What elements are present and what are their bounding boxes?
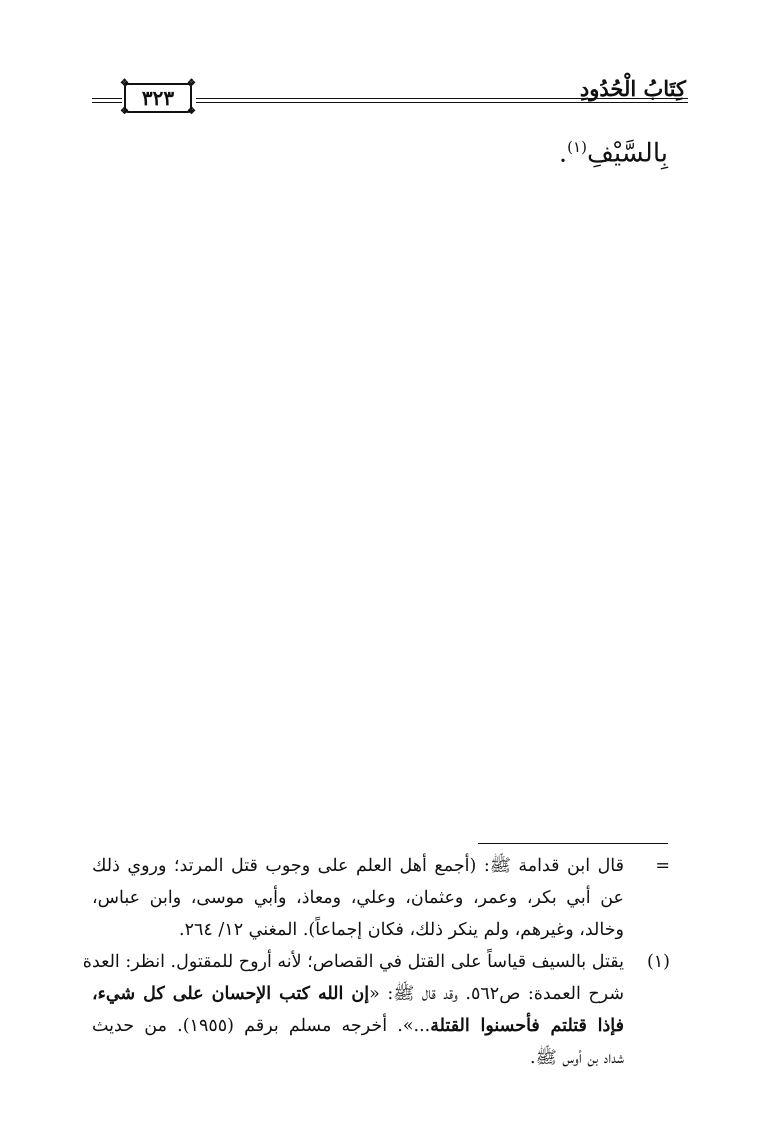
main-text-end: . — [558, 138, 568, 169]
ornament-corner-icon: ❖ — [187, 106, 196, 117]
footnote-1 — [82, 946, 670, 1074]
page-number: ٣٢٣ — [141, 86, 175, 110]
footnote-line: وخالد، وغيرهم، ولم ينكر ذلك، فكان إجماعاً). المغني ١٢/ ٢٦٤. — [179, 920, 624, 940]
header-rule-right — [196, 98, 688, 103]
ornament-corner-icon: ❖ — [187, 78, 196, 89]
footnote-line: يقتل بالسيف قياساً على القتل في القصاص؛ لأنه أروح للمقتول. انظر: العدة — [82, 952, 624, 972]
page-number-frame — [120, 78, 196, 117]
footnote-reference: (١) — [567, 138, 587, 156]
running-title: كِتَابُ الْحُدُودِ — [579, 76, 686, 101]
footnote-line — [92, 978, 624, 1010]
main-text-content: بِالسَّيْفِ — [586, 138, 668, 169]
hadith-text: فإذا قتلتم فأحسنوا القتلة — [430, 1016, 624, 1036]
footnote-line: شداد بن أوس ﷺ. — [530, 1048, 624, 1068]
footnote-line — [92, 1010, 624, 1042]
main-text — [559, 138, 668, 169]
hadith-text: إن الله كتب الإحسان على كل شيء، — [92, 984, 370, 1004]
footnote-text: ...». أخرجه مسلم برقم (١٩٥٥). من حديث — [92, 1016, 431, 1036]
header-rule-left — [92, 98, 122, 103]
ornament-corner-icon: ❖ — [120, 106, 129, 117]
footnotes — [82, 850, 670, 1074]
continuation-marker: = — [655, 856, 670, 876]
footnote-text: شرح العمدة: ص٥٦٢. وقد قال ﷺ: « — [369, 984, 624, 1004]
ornament-corner-icon: ❖ — [120, 78, 129, 89]
footnote-marker: (١) — [646, 952, 670, 972]
footnote-line: عن أبي بكر، وعمر، وعثمان، وعلي، ومعاذ، وأبي موسى، وابن عباس، — [92, 888, 624, 908]
page-header — [92, 76, 688, 126]
footnote-separator — [478, 843, 668, 844]
footnote-continuation — [92, 850, 670, 946]
footnote-line: قال ابن قدامة ﷺ: (أجمع أهل العلم على وجوب قتل المرتد؛ وروي ذلك — [92, 856, 624, 876]
